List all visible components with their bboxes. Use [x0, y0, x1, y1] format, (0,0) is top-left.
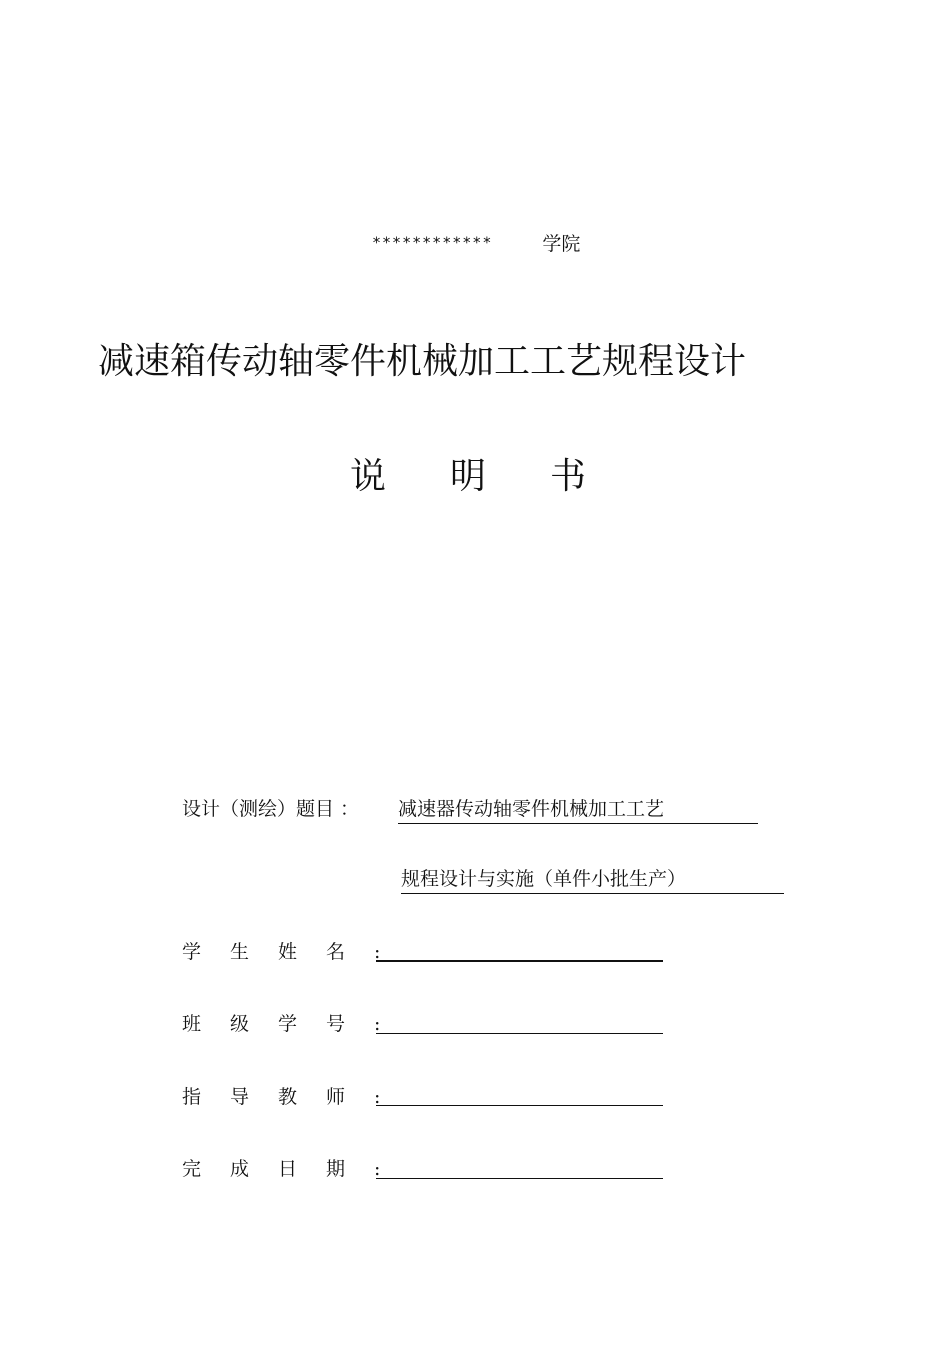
topic-value-line-1: 减速器传动轴零件机械加工工艺: [398, 794, 758, 824]
class-number-label: [182, 1009, 380, 1036]
advisor-label-text: 指导教师: [182, 1086, 375, 1108]
student-name-colon: :: [374, 941, 381, 963]
completion-date-field[interactable]: [376, 1178, 663, 1179]
college-suffix: 学院: [542, 233, 581, 255]
advisor-label: [182, 1082, 380, 1109]
class-number-field[interactable]: [376, 1033, 663, 1034]
topic-label: 设计（测绘）题目 ：: [182, 798, 360, 820]
advisor-field[interactable]: [376, 1105, 663, 1106]
college-name-placeholder: ************: [372, 233, 493, 252]
student-name-label-text: 学生姓名: [182, 941, 375, 963]
advisor-colon: :: [374, 1086, 381, 1108]
completion-date-label: [182, 1154, 380, 1181]
student-name-label: [182, 937, 380, 964]
topic-value-line-2: 规程设计与实施（单件小批生产）: [401, 864, 784, 894]
completion-date-colon: :: [374, 1158, 381, 1180]
student-name-field[interactable]: [376, 960, 663, 962]
document-title: 减速箱传动轴零件机械加工工艺规程设计: [98, 341, 747, 382]
document-subtitle: 说明书: [350, 456, 651, 497]
class-number-colon: :: [374, 1013, 381, 1035]
completion-date-label-text: 完成日期: [182, 1158, 375, 1180]
college-header: [372, 229, 580, 256]
class-number-label-text: 班级学号: [182, 1013, 375, 1035]
